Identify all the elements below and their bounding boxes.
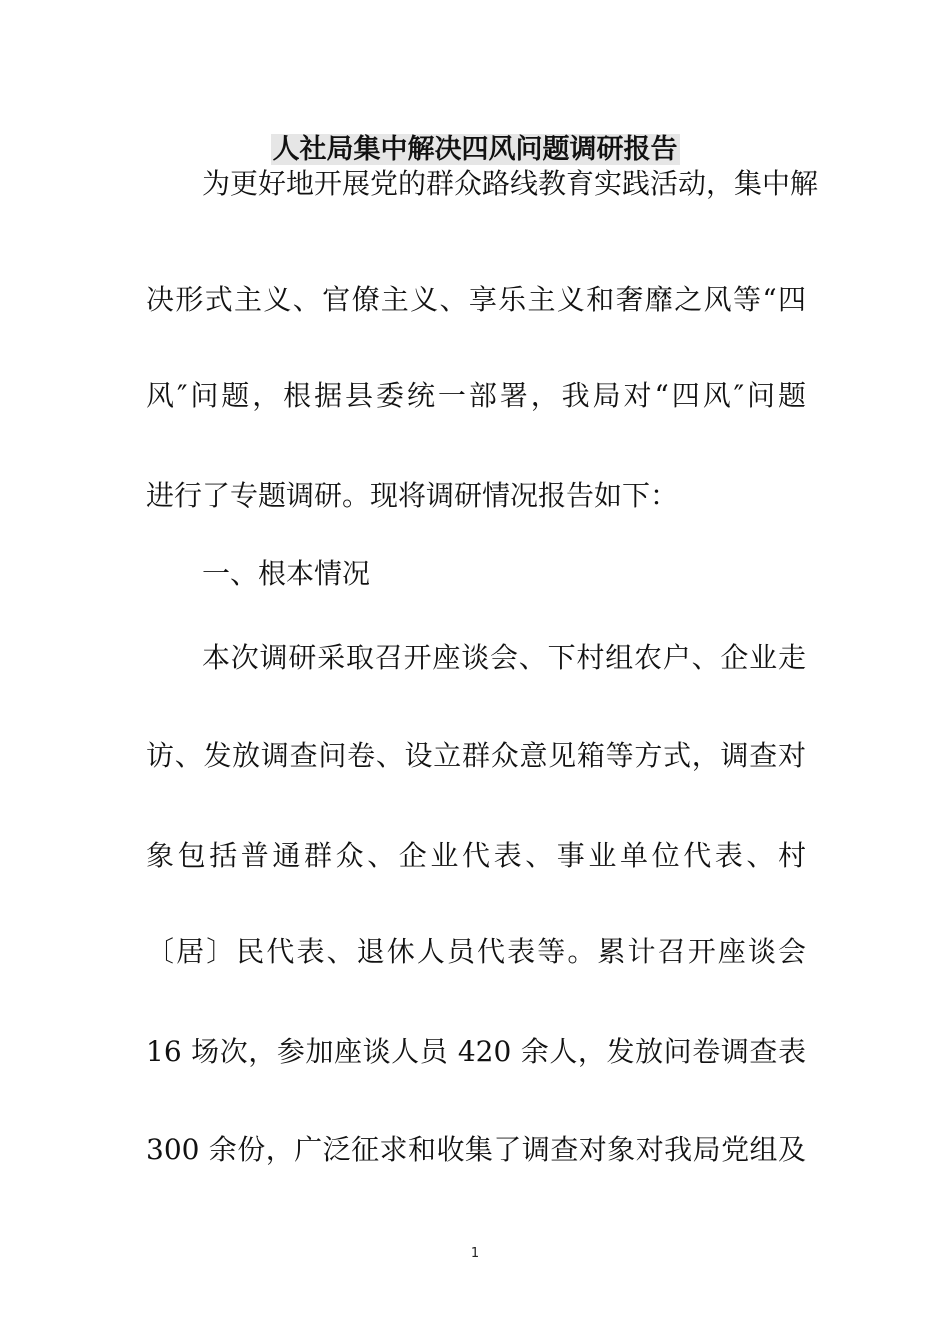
paragraph-line-2: 决形式主义、官僚主义、享乐主义和奢靡之风等“四 xyxy=(146,283,806,316)
document-title xyxy=(0,130,950,170)
document-title-text: 人社局集中解决四风问题调研报告 xyxy=(272,134,678,165)
section-heading: 一、根本情况 xyxy=(202,557,371,590)
page-number: 1 xyxy=(470,1246,480,1261)
paragraph-line-8: 〔居〕民代表、退休人员代表等。累计召开座谈会 xyxy=(146,935,806,968)
paragraph-line-5: 本次调研采取召开座谈会、下村组农户、企业走 xyxy=(202,641,806,674)
paragraph-line-6: 访、发放调查问卷、设立群众意见箱等方式，调查对 xyxy=(146,739,806,772)
paragraph-line-9: 16 场次，参加座谈人员 420 余人，发放问卷调查表 xyxy=(146,1035,806,1068)
paragraph-line-3: 风″问题，根据县委统一部署，我局对“四风″问题 xyxy=(146,379,806,412)
paragraph-line-4: 进行了专题调研。现将调研情况报告如下： xyxy=(146,479,679,512)
paragraph-line-1: 为更好地开展党的群众路线教育实践活动，集中解 xyxy=(202,167,819,200)
paragraph-line-7: 象包括普通群众、企业代表、事业单位代表、村 xyxy=(146,839,806,872)
paragraph-line-10: 300 余份，广泛征求和收集了调查对象对我局党组及 xyxy=(146,1133,806,1166)
